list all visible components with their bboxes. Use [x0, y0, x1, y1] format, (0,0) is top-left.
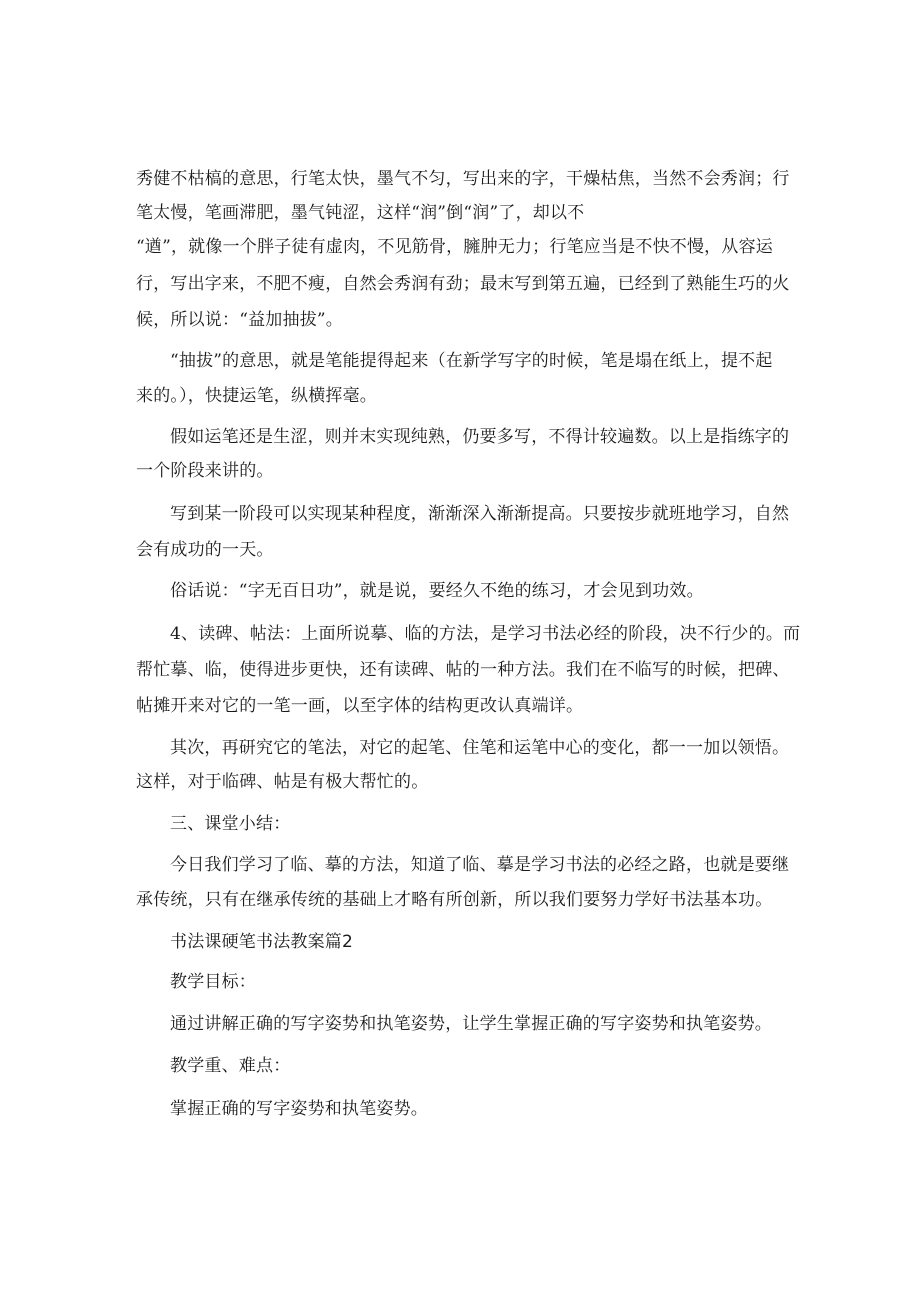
section-heading: 教学目标：: [170, 972, 256, 992]
text-line: 会有成功的一天。: [136, 540, 274, 560]
text-line: 假如运笔还是生涩，则并末实现纯熟，仍要多写，不得计较遍数。以上是指练字的: [170, 427, 790, 447]
text-line: 俗话说：“字无百日功”，就是说，要经久不绝的练习，才会见到功效。: [170, 581, 704, 601]
text-line: 帖摊开来对它的一笔一画，以至字体的结构更改认真端详。: [136, 696, 584, 716]
text-line: 笔太慢，笔画滞肥，墨气钝涩，这样“润”倒“润”了，却以不: [136, 203, 585, 223]
text-line: 4、读碑、帖法：上面所说摹、临的方法，是学习书法必经的阶段，决不行少的。而: [170, 624, 801, 644]
text-line: 其次，再研究它的笔法，对它的起笔、住笔和运笔中心的变化，都一一加以领悟。: [170, 738, 790, 758]
text-line: “遒”，就像一个胖子徒有虚肉，不见筋骨，臃肿无力；行笔应当是不快不慢，从容运: [136, 237, 773, 257]
text-line: 候，所以说：“益加抽拔”。: [136, 310, 343, 330]
text-line: 这样，对于临碑、帖是有极大帮忙的。: [136, 772, 429, 792]
text-line: 承传统，只有在继承传统的基础上才略有所创新，所以我们要努力学好书法基本功。: [136, 890, 773, 910]
text-line: 行，写出字来，不肥不瘦，自然会秀润有劲；最末写到第五遍，已经到了熟能生巧的火: [136, 274, 790, 294]
text-line: 一个阶段来讲的。: [136, 461, 274, 481]
section-heading: 三、课堂小结：: [170, 814, 291, 834]
lesson-title: 书法课硬笔书法教案篇2: [170, 932, 354, 952]
text-line: 秀健不枯槁的意思，行笔太快，墨气不匀，写出来的字，干燥枯焦，当然不会秀润；行: [136, 169, 790, 189]
section-heading: 教学重、难点：: [170, 1056, 291, 1076]
text-line: 来的。），快捷运笔，纵横挥毫。: [136, 386, 377, 406]
text-line: 今日我们学习了临、摹的方法，知道了临、摹是学习书法的必经之路，也就是要继: [170, 855, 790, 875]
text-line: 掌握正确的写字姿势和执笔姿势。: [170, 1099, 428, 1119]
text-line: 写到某一阶段可以实现某种程度，渐渐深入渐渐提高。只要按步就班地学习，自然: [170, 504, 790, 524]
text-line: 通过讲解正确的写字姿势和执笔姿势，让学生掌握正确的写字姿势和执笔姿势。: [170, 1014, 772, 1034]
text-line: 帮忙摹、临，使得进步更快，还有读碑、帖的一种方法。我们在不临写的时候，把碑、: [136, 660, 790, 680]
text-line: “抽拔”的意思，就是笔能提得起来（在新学写字的时候，笔是塌在纸上，提不起: [170, 351, 773, 371]
